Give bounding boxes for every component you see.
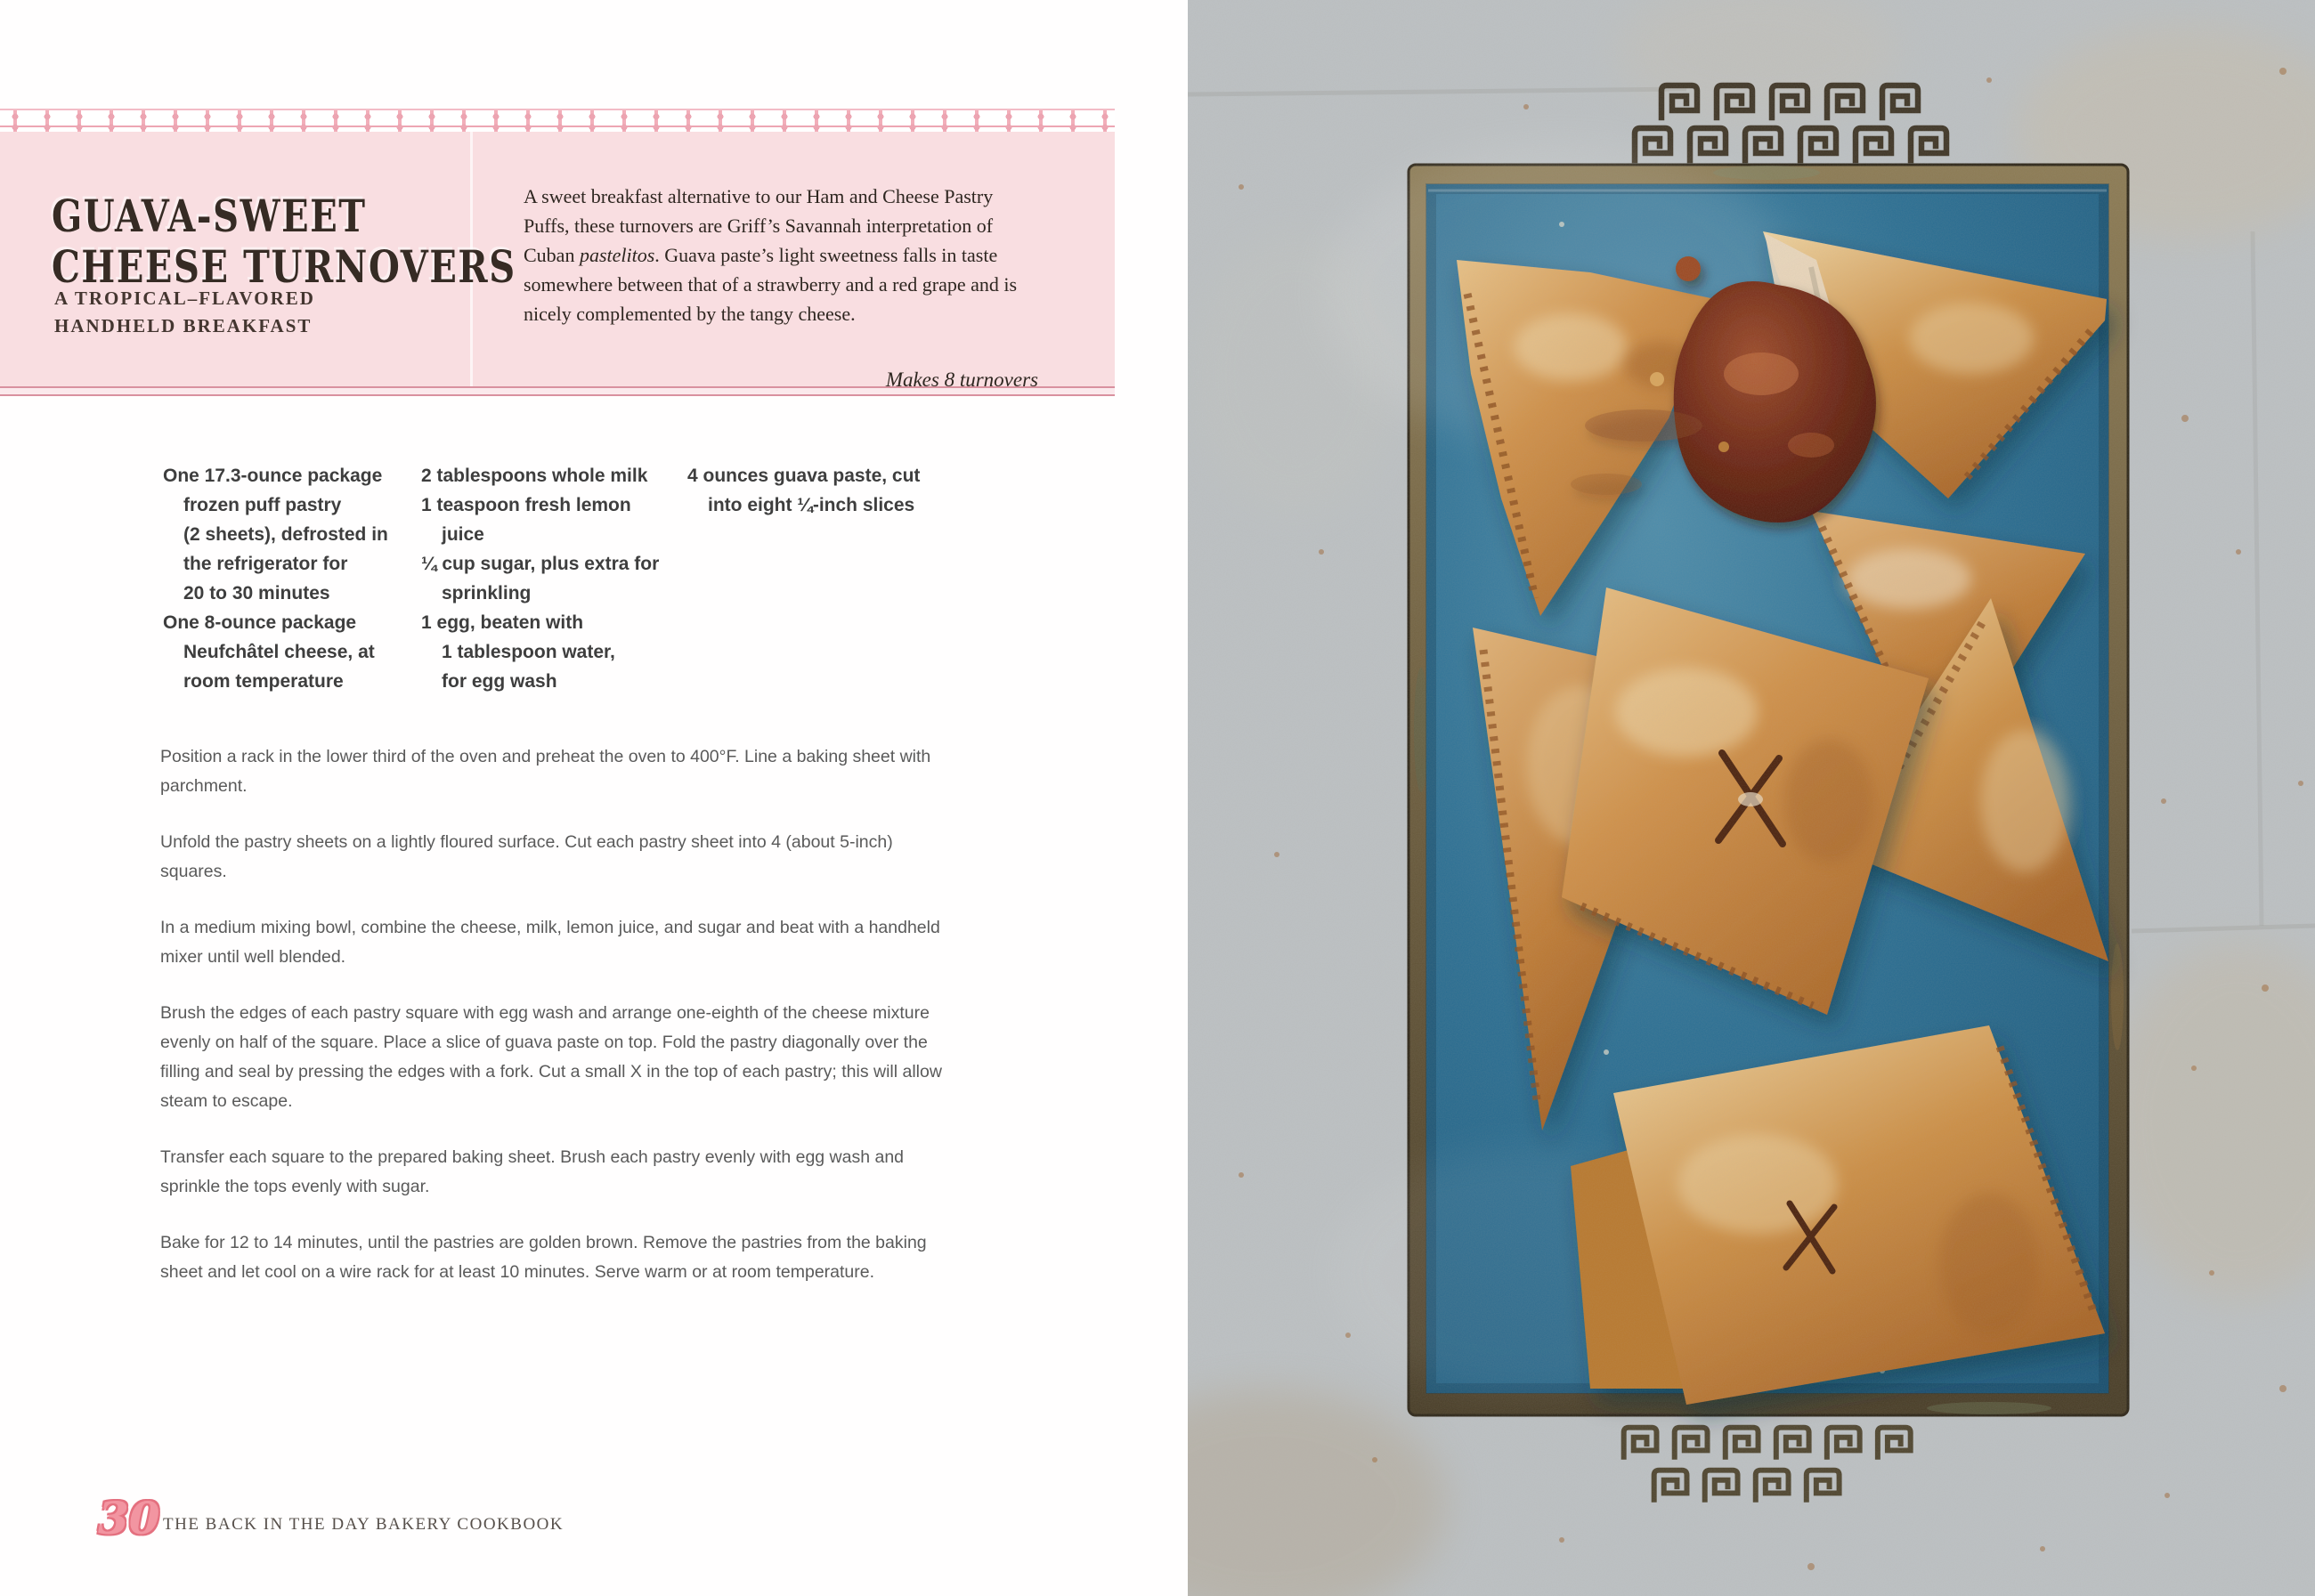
step-paragraph: Position a rack in the lower third of the oven and preheat the oven to 400°F. Line a baking sheet with parchment. <box>160 747 931 796</box>
ingredient-line: ¼ cup sugar, plus extra for <box>421 554 660 574</box>
step-paragraph: Brush the edges of each pastry square with egg wash and arrange one-eighth of the cheese mixture evenly on half of the square. Place a slice of guava paste on top. Fold the pastry diagonally over the filling and seal by pressing the edges with a fork. Cut a small X in the top of each pastry; this will allow steam to escape. <box>160 1003 942 1111</box>
intro-text-2: . Guava paste’s light sweetness falls in taste somewhere between that of a strawberry and a red grape and is nicely complemented by the tangy cheese. <box>524 244 1018 325</box>
ingredient-line: Neufchâtel cheese, at <box>183 642 375 662</box>
ingredient-line: 4 ounces guava paste, cut <box>687 466 921 486</box>
page-number: 30 <box>98 1492 160 1544</box>
ingredient-line: 1 egg, beaten with <box>421 612 584 633</box>
ingredient-line: 1 teaspoon fresh lemon <box>421 495 631 515</box>
step-paragraph: Bake for 12 to 14 minutes, until the pastries are golden brown. Remove the pastries from the baking sheet and let cool on a wire rack for at least 10 minutes. Serve warm or at room temperature. <box>160 1233 927 1282</box>
photo-turnovers-on-tray <box>1188 0 2315 1596</box>
ingredient-line: room temperature <box>183 671 344 692</box>
step-paragraph: Unfold the pastry sheets on a lightly floured surface. Cut each pastry sheet into 4 (about 5-inch) squares. <box>160 832 893 881</box>
ingredient-line: into eight ¼-inch slices <box>708 495 915 515</box>
ingredient-line: frozen puff pastry <box>183 495 342 515</box>
ingredient-line: juice <box>442 524 484 545</box>
ingredient-line: One 17.3-ounce package <box>163 466 383 486</box>
ingredient-line: 1 tablespoon water, <box>442 642 615 662</box>
ingredients-column-3 <box>687 461 963 520</box>
recipe-title-line1: GUAVA-SWEET <box>52 189 367 242</box>
recipe-subtitle-line1: A TROPICAL–FLAVORED <box>54 288 315 309</box>
recipe-intro <box>524 182 1040 328</box>
yield-note: Makes 8 turnovers <box>885 369 1038 391</box>
ingredient-line: for egg wash <box>442 671 557 692</box>
ingredient-line: (2 sheets), defrosted in <box>183 524 388 545</box>
method-steps <box>160 742 948 1314</box>
intro-text-1: A sweet breakfast alternative to our Ham and Cheese Pastry Puffs, these turnovers are Griff’s Savannah interpretation of Cuban <box>524 185 994 266</box>
recipe-subtitle-line2: HANDHELD BREAKFAST <box>54 315 313 336</box>
ingredients-column-1 <box>163 461 421 696</box>
decorative-lace-trim <box>0 109 1115 134</box>
step-paragraph: In a medium mixing bowl, combine the cheese, milk, lemon juice, and sugar and beat with a handheld mixer until well blended. <box>160 918 940 967</box>
recipe-subtitle <box>54 285 315 340</box>
turnovers-photo-illustration <box>1188 0 2315 1596</box>
step-paragraph: Transfer each square to the prepared baking sheet. Brush each pastry evenly with egg wash and sprinkle the tops evenly with sugar. <box>160 1147 905 1196</box>
ingredients-column-2 <box>421 461 688 696</box>
recipe-title-line2: CHEESE TURNOVERS <box>52 239 516 293</box>
ingredient-line: the refrigerator for <box>183 554 348 574</box>
ingredient-line: 20 to 30 minutes <box>183 583 330 604</box>
ingredient-line: sprinkling <box>442 583 532 604</box>
recipe-title <box>52 190 516 292</box>
photo-grain-overlay <box>1188 0 2315 1596</box>
intro-italic-word: pastelitos <box>579 244 655 266</box>
ingredient-line: One 8-ounce package <box>163 612 357 633</box>
book-title: THE BACK IN THE DAY BAKERY COOKBOOK <box>163 1515 565 1534</box>
ingredient-line: 2 tablespoons whole milk <box>421 466 648 486</box>
